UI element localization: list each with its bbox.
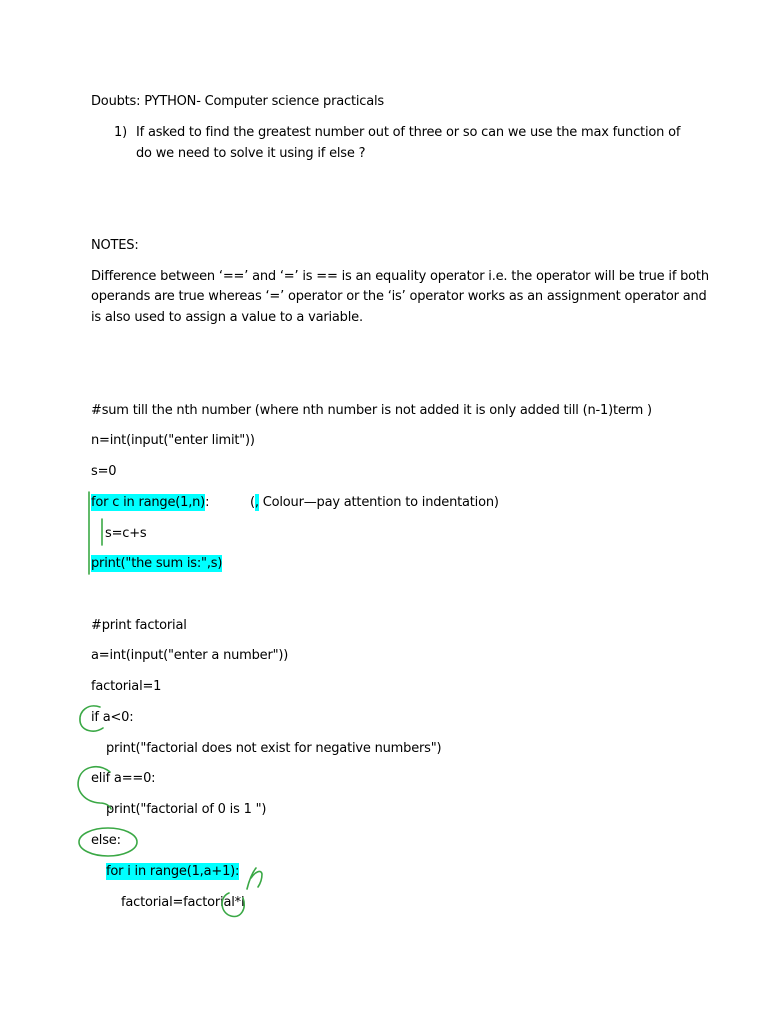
notes-paragraph-line-1: Difference between ‘==’ and ‘=’ is == is an equality operator i.e. the operator will be true if both [91,269,709,284]
notes-title: NOTES: [91,238,139,253]
indentation-note [250,494,499,512]
sum-print-line [91,555,222,573]
factorial-if-line: if a<0: [91,710,134,725]
indentation-note-highlight: , [254,495,259,510]
sum-comment: #sum till the nth number (where nth number is not added it is only added till (n-1)term ) [91,403,652,418]
indentation-note-text: Colour—pay attention to indentation) [258,495,499,510]
sum-for-line [91,494,209,512]
handwritten-n-mark [247,868,262,889]
notes-paragraph-line-2: operands are true whereas ‘=’ operator or the ‘is’ operator works as an assignment operator and [91,289,707,304]
doubt-line-1: If asked to find the greatest number out of three or so can we use the max function of [136,125,681,140]
factorial-if-print-line: print("factorial does not exist for negative numbers") [106,741,442,756]
doubt-line-2: do we need to solve it using if else ? [136,146,366,161]
factorial-for-highlight: for i in range(1,a+1): [106,864,240,879]
factorial-input-line: a=int(input("enter a number")) [91,648,289,663]
factorial-elif-print-line: print("factorial of 0 is 1 ") [106,802,267,817]
sum-init-line: s=0 [91,464,117,479]
doc-heading: Doubts: PYTHON- Computer science practicals [91,94,384,109]
factorial-else-line: else: [91,833,121,848]
factorial-comment: #print factorial [91,618,187,633]
sum-input-line: n=int(input("enter limit")) [91,433,255,448]
sum-body-line: s=c+s [105,526,147,541]
sum-for-colon: : [205,495,210,510]
indentation-note-open: ( [250,495,255,510]
factorial-elif-line: elif a==0: [91,771,156,786]
factorial-for-line [106,863,239,881]
sum-print-highlight: print("the sum is:",s) [91,556,223,571]
notes-paragraph-line-3: is also used to assign a value to a variable. [91,310,363,325]
factorial-init-line: factorial=1 [91,679,162,694]
doubt-number: 1) [114,125,127,140]
sum-for-highlight: for c in range(1,n) [91,495,206,510]
factorial-body-line: factorial=factorial*i [121,895,245,910]
